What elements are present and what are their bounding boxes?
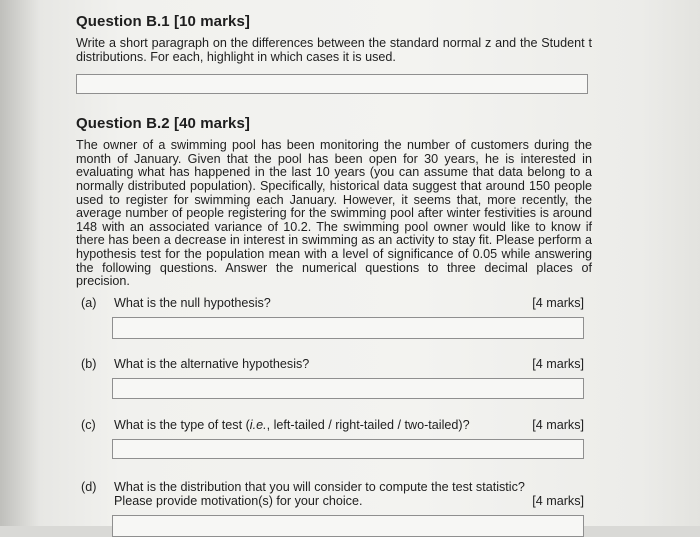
subquestion-c-letter: (c) (81, 417, 96, 432)
subquestion-c-text-post: , left-tailed / right-tailed / two-tailed)? (266, 417, 470, 432)
subquestion-a (76, 296, 592, 339)
subquestion-b-answer-box[interactable] (112, 378, 584, 399)
question-b2-text: The owner of a swimming pool has been monitoring the number of customers during the month of January. Given that the pool has been open for 30 years, he is interested in evaluating what has happened in the last 10 years (you can assume that data belong to a normally distributed population). Specifically, historical data suggest that around 150 people used to register for swimming each January. However, it seems that, more recently, the average number of people registering for the swimming pool after winter festivities is around 148 with an associated variance of 10.2. The swimming pool owner would like to know if there has been a decrease in interest in swimming as an activity to stay fit. Please perform a hypothesis test for the population mean with a level of significance of 0.05 while answering the following questions. Answer the numerical questions to three decimal places of precision. (76, 138, 592, 289)
subquestion-c-answer-box[interactable] (112, 439, 584, 459)
subquestion-d-marks: [4 marks] (532, 493, 584, 508)
subquestion-c-text-pre: What is the type of test ( (114, 417, 250, 432)
subquestion-c (76, 418, 592, 459)
subquestion-b-text: What is the alternative hypothesis? (114, 356, 310, 371)
subquestion-b-marks: [4 marks] (532, 356, 584, 371)
subquestion-d-text: What is the distribution that you will consider to compute the test statistic? Please provide motivation(s) for your choice. (114, 479, 525, 508)
question-b2-title: Question B.2 [40 marks] (76, 115, 251, 133)
subquestion-a-marks: [4 marks] (532, 295, 584, 310)
subquestion-a-letter: (a) (81, 295, 97, 310)
subquestion-d (76, 480, 592, 537)
subquestion-b (76, 357, 592, 399)
subquestion-c-text (114, 418, 544, 432)
subquestion-a-text: What is the null hypothesis? (114, 295, 271, 310)
subquestion-c-marks: [4 marks] (532, 417, 584, 432)
question-b1-title: Question B.1 [10 marks] (76, 13, 251, 30)
content-area (76, 12, 592, 537)
subquestion-a-answer-box[interactable] (112, 317, 584, 339)
question-b1-text: Write a short paragraph on the differences between the standard normal z and the Student t distributions. For each, highlight in which cases it is used. (76, 36, 592, 64)
question-b1-answer-box[interactable] (76, 74, 588, 94)
subquestion-b-letter: (b) (81, 356, 97, 371)
subquestion-d-letter: (d) (81, 479, 97, 494)
subquestion-c-text-em: i.e. (249, 417, 267, 432)
